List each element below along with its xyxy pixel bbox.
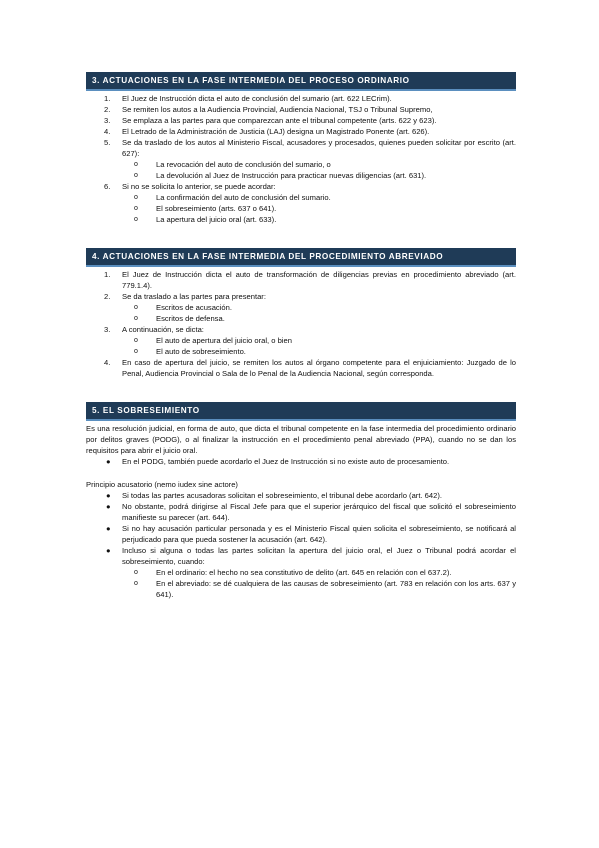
bullet-list [86,490,516,600]
bullet-icon: ● [106,491,111,500]
document-page [86,72,516,600]
sub-list [122,335,516,357]
bullet-icon: ● [106,546,111,555]
list-item: 6. Si no se solicita lo anterior, se puede acordar: o La confirmación del auto de conclusión del sumario. o El sobreseimiento (arts. 637 o 641). o La apertura del juicio oral (art. 633). [86,181,516,225]
bullet-item: ● No obstante, podrá dirigirse al Fiscal Jefe para que el superior jerárquico del fiscal que solicitó el sobreseimiento manifieste su parecer (art. 644). [106,502,516,522]
subtitle: Principio acusatorio (nemo iudex sine actore) [86,480,238,489]
list-item: 2. Se da traslado a las partes para presentar: o Escritos de acusación. o Escritos de defensa. [86,291,516,324]
sub-item: o Escritos de acusación. [134,303,232,312]
sub-item: o En el ordinario: el hecho no sea constitutivo de delito (art. 645 en relación con el 637.2). [134,568,452,577]
sub-item: o La devolución al Juez de Instrucción para practicar nuevas diligencias (art. 631). [134,171,427,180]
bullet-list [86,456,516,467]
intro-paragraph: Es una resolución judicial, en forma de auto, que dicta el tribunal competente en la fase intermedia del procedimiento ordinario por delitos graves (PODG), o al finalizar la instrucción en el procedimiento penal abreviado (PPA), cuando no se dan los requisitos para abrir el juicio oral. [86,424,516,455]
sub-item: o La apertura del juicio oral (art. 633). [134,215,277,224]
sub-list [122,159,516,181]
list-item: 5. Se da traslado de los autos al Ministerio Fiscal, acusadores y procesados, quienes pueden solicitar por escrito (art. 627): o La revocación del auto de conclusión del sumario, o o La devolución al Juez de Instrucción para practicar nuevas diligencias (art. 631). [104,138,516,180]
bullet-item: ● En el PODG, también puede acordarlo el Juez de Instrucción si no existe auto de procesamiento. [106,457,450,466]
bullet-icon: ● [106,524,111,533]
bullet-item: ● Si no hay acusación particular personada y es el Ministerio Fiscal quien solicita el sobreseimiento, se notificará al perjudicado para que pueda sostener la acusación (art. 642). [106,524,516,544]
bullet-item: ● Si todas las partes acusadoras solicitan el sobreseimiento, el tribunal debe acordarlo (art. 642). [106,491,442,500]
sub-item: o La revocación del auto de conclusión del sumario, o [134,160,331,169]
section-header: 5. EL SOBRESEIMIENTO [86,402,516,421]
sub-item: o El auto de sobreseimiento. [134,347,246,356]
list-item: 1. El Juez de Instrucción dicta el auto de conclusión del sumario (art. 622 LECrim). [104,94,392,103]
bullet-icon: ● [106,457,111,466]
list-item: 3. A continuación, se dicta: o El auto de apertura del juicio oral, o bien o El auto de sobreseimiento. [86,324,516,357]
sub-list [122,567,516,600]
sub-item: o El sobreseimiento (arts. 637 o 641). [134,204,277,213]
bullet-icon: ● [106,502,111,511]
sub-list [122,302,516,324]
list-item: 4. El Letrado de la Administración de Justicia (LAJ) designa un Magistrado Ponente (art. 626). [104,127,430,136]
sub-item: o En el abreviado: se dé cualquiera de las causas de sobreseimiento (art. 783 en relación con los arts. 637 y 641). [134,579,516,599]
sub-item: o La confirmación del auto de conclusión del sumario. [134,193,331,202]
list-item: 4. En caso de apertura del juicio, se remiten los autos al órgano competente para el enjuiciamiento: Juzgado de lo Penal, Audiencia Provincial o Sala de lo Penal de la Audiencia Nacional, según corresponda. [104,358,516,378]
section-header: 3. ACTUACIONES EN LA FASE INTERMEDIA DEL PROCESO ORDINARIO [86,72,516,91]
section-header: 4. ACTUACIONES EN LA FASE INTERMEDIA DEL PROCEDIMIENTO ABREVIADO [86,248,516,267]
section-procedimiento-abreviado [86,248,516,379]
sub-list [122,192,516,225]
numbered-list [86,269,516,379]
sub-item: o Escritos de defensa. [134,314,225,323]
bullet-item: ● Incluso si alguna o todas las partes solicitan la apertura del juicio oral, el Juez o Tribunal podrá acordar el sobreseimiento, cuando: o En el ordinario: el hecho no sea constitutivo de delito (art. 645 en relación con el 637.2). o En el abreviado: se dé cualquiera de las causas de sobreseimiento (art. 783 en relación con los arts. 637 y 641). [106,546,516,599]
list-item: 3. Se emplaza a las partes para que comparezcan ante el tribunal competente (arts. 622 y 623). [104,116,437,125]
section-proceso-ordinario [86,72,516,225]
section-sobreseimiento [86,402,516,600]
list-item: 2. Se remiten los autos a la Audiencia Provincial, Audiencia Nacional, TSJ o Tribunal Supremo, [104,105,433,114]
sub-item: o El auto de apertura del juicio oral, o bien [134,336,292,345]
list-item: 1. El Juez de Instrucción dicta el auto de transformación de diligencias previas en procedimiento abreviado (art. 779.1.4). [104,270,516,290]
numbered-list [86,93,516,225]
